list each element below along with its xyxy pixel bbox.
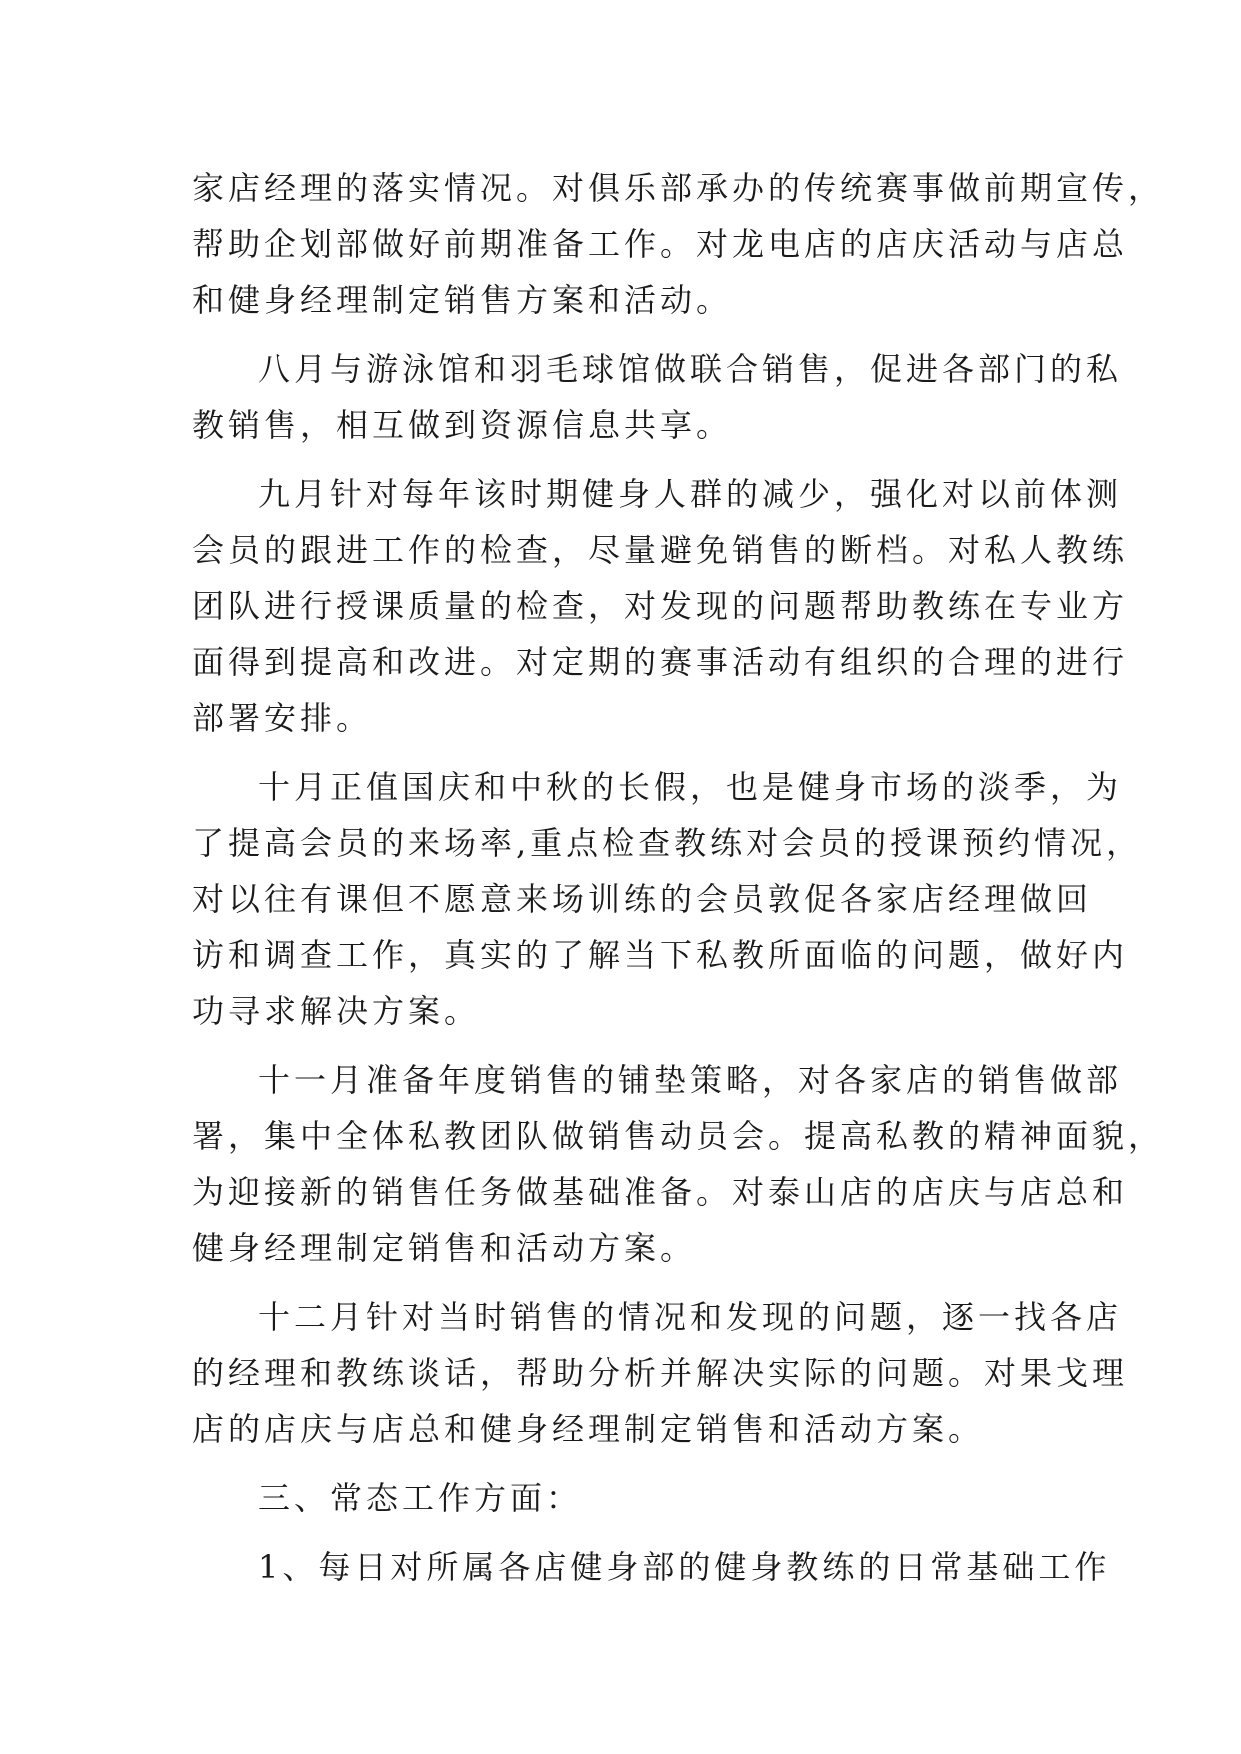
text-line: 十一月准备年度销售的铺垫策略，对各家店的销售做部 (258, 1061, 1123, 1099)
text-line: 九月针对每年该时期健身人群的减少，强化对以前体测 (258, 475, 1123, 513)
document-body (192, 160, 1165, 1595)
text-line: 了提高会员的来场率,重点检查教练对会员的授课预约情况， (192, 824, 1143, 862)
section-heading: 三、常态工作方面： (258, 1479, 583, 1517)
text-line: 访和调查工作，真实的了解当下私教所面临的问题，做好内 (192, 936, 1129, 974)
text-line: 署，集中全体私教团队做销售动员会。提高私教的精神面貌， (192, 1117, 1165, 1155)
text-line: 1、每日对所属各店健身部的健身教练的日常基础工作 (258, 1548, 1111, 1586)
text-line: 团队进行授课质量的检查，对发现的问题帮助教练在专业方 (192, 587, 1129, 625)
text-line: 对以往有课但不愿意来场训练的会员敦促各家店经理做回 (192, 880, 1093, 918)
text-line: 教销售，相互做到资源信息共享。 (192, 406, 733, 444)
text-line: 的经理和教练谈话，帮助分析并解决实际的问题。对果戈理 (192, 1354, 1129, 1392)
text-line: 部署安排。 (192, 699, 373, 737)
paragraph-december (192, 1289, 1129, 1457)
text-line: 会员的跟进工作的检查，尽量避免销售的断档。对私人教练 (192, 531, 1129, 569)
text-line: 功寻求解决方案。 (192, 992, 481, 1030)
paragraph-september (192, 466, 1129, 746)
text-line: 为迎接新的销售任务做基础准备。对泰山店的店庆与店总和 (192, 1173, 1129, 1211)
list-item-1 (192, 1539, 1111, 1595)
section-heading-routine-work (192, 1470, 1072, 1526)
paragraph-november (192, 1052, 1165, 1276)
text-line: 十二月针对当时销售的情况和发现的问题，逐一找各店 (258, 1298, 1123, 1336)
text-line: 店的店庆与店总和健身经理制定销售和活动方案。 (192, 1410, 985, 1448)
paragraph-august (192, 341, 1123, 453)
text-line: 十月正值国庆和中秋的长假，也是健身市场的淡季，为 (258, 768, 1123, 806)
text-line: 家店经理的落实情况。对俱乐部承办的传统赛事做前期宣传， (192, 169, 1165, 207)
paragraph (192, 160, 1165, 328)
text-line: 健身经理制定销售和活动方案。 (192, 1229, 697, 1267)
text-line: 八月与游泳馆和羽毛球馆做联合销售，促进各部门的私 (258, 350, 1123, 388)
paragraph-october (192, 759, 1143, 1039)
text-line: 和健身经理制定销售方案和活动。 (192, 281, 733, 319)
text-line: 面得到提高和改进。对定期的赛事活动有组织的合理的进行 (192, 643, 1129, 681)
text-line: 帮助企划部做好前期准备工作。对龙电店的店庆活动与店总 (192, 225, 1129, 263)
